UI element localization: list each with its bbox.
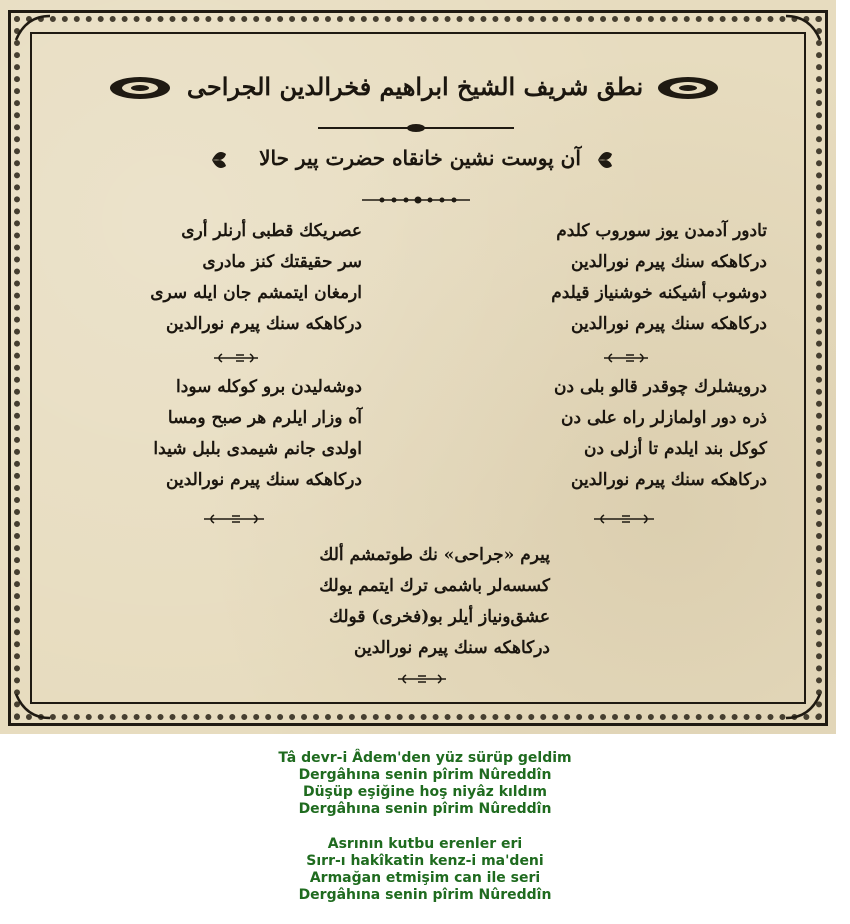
verse-line: کوکل بند ایلدم تا أزلی دن <box>584 439 767 459</box>
translation-line: Dergâhına senin pîrim Nûreddîn <box>298 887 552 903</box>
manuscript-title: نطق شریف الشیخ ابراهیم فخرالدین الجراحی <box>186 72 644 101</box>
translation-line: Armağan etmişim can ile seri <box>309 870 541 886</box>
rosette-ornament-icon <box>658 77 718 99</box>
verse-line: عشق‌ونیاز أیلر بو(فخری) قولك <box>329 607 550 627</box>
translation-line: Dergâhına senin pîrim Nûreddîn <box>298 801 552 817</box>
scroll-divider-icon <box>214 354 258 362</box>
title-rule <box>318 124 514 132</box>
scroll-divider-icon <box>398 675 446 683</box>
verse-line: دوشه‌لیدن برو کوکله سودا <box>176 377 362 397</box>
translation-line: Düşüp eşiğine hoş niyâz kıldım <box>302 784 548 800</box>
stanza-5 <box>300 540 550 664</box>
verse-line: پیرم «جراحی» نك طوتمشم ألك <box>319 545 550 565</box>
beaded-divider-icon <box>362 197 470 204</box>
scroll-divider-icon <box>204 515 264 523</box>
stanza-1 <box>505 216 767 340</box>
verse-line: کسسه‌لر باشمی ترك ایتمم یولك <box>319 576 550 596</box>
translation-line: Asrının kutbu erenler eri <box>327 836 523 852</box>
verse-line: درکاهکه سنك پیرم نورالدین <box>166 314 362 334</box>
verse-line: اولدی جانم شیمدی بلبل شیدا <box>153 439 362 459</box>
verse-line: ذره دور اولمازلر راه علی دن <box>561 408 767 428</box>
verse-line: درکاهکه سنك پیرم نورالدین <box>571 470 767 490</box>
verse-line: دوشوب أشیکنه خوشنیاز قیلدم <box>551 283 767 303</box>
stanza-gap <box>0 818 850 836</box>
verse-line: عصریکك قطبی أرنلر أری <box>181 221 362 241</box>
stanza-2 <box>120 216 362 340</box>
verse-line: ارمغان ایتمشم جان ایله سری <box>150 283 362 303</box>
stanza-4 <box>120 372 362 496</box>
translation-line: Dergâhına senin pîrim Nûreddîn <box>298 767 552 783</box>
translation-stanza-2 <box>0 836 850 904</box>
verse-line: درکاهکه سنك پیرم نورالدین <box>571 314 767 334</box>
scroll-divider-icon <box>594 515 654 523</box>
translation-line: Sırr-ı hakîkatin kenz-i ma'deni <box>306 853 544 869</box>
manuscript-subtitle: آن پوست نشین خانقاه حضرت پیر حالا <box>259 146 581 170</box>
translation-block <box>0 750 850 904</box>
verse-line: سر حقیقتك کنز مادری <box>202 252 362 272</box>
verse-line: آه وزار ایلرم هر صبح ومسا <box>167 408 362 428</box>
translation-line: Tâ devr-i Âdem'den yüz sürüp geldim <box>278 750 572 766</box>
stanza-3 <box>505 372 767 496</box>
leaf-ornament-icon <box>212 152 226 168</box>
verse-line: درویشلرك چوقدر قالو بلی دن <box>554 377 767 397</box>
verse-line: تادور آدمدن یوز سوروب کلدم <box>556 221 767 241</box>
verse-line: درکاهکه سنك پیرم نورالدین <box>571 252 767 272</box>
translation-stanza-1 <box>0 750 850 818</box>
rosette-ornament-icon <box>110 77 170 99</box>
verse-line: درکاهکه سنك پیرم نورالدین <box>166 470 362 490</box>
verse-line: درکاهکه سنك پیرم نورالدین <box>354 638 550 658</box>
scroll-divider-icon <box>604 354 648 362</box>
